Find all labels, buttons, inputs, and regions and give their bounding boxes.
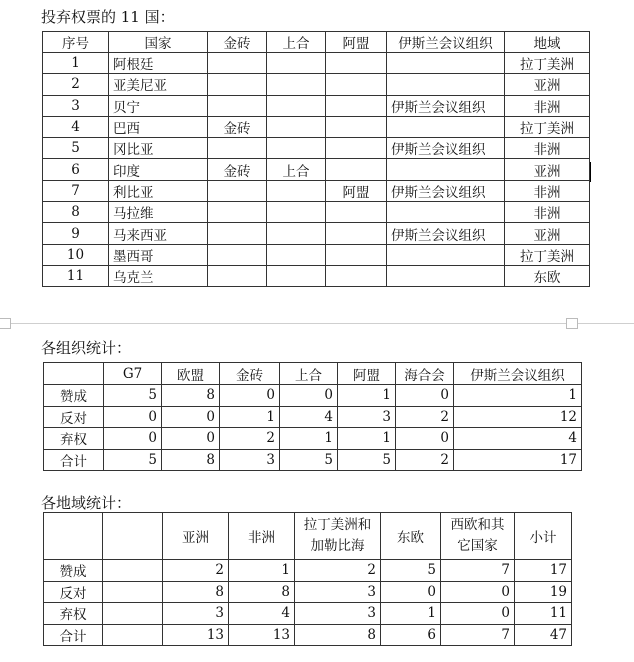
value-cell: 5 <box>104 449 162 471</box>
value-cell: 1 <box>220 406 280 428</box>
region-cell: 亚洲 <box>505 159 590 180</box>
header-western-europe <box>441 513 515 560</box>
table-header-row <box>44 363 582 385</box>
brics-cell <box>208 95 267 116</box>
value-cell: 0 <box>280 385 338 407</box>
row-label: 赞成 <box>44 560 103 582</box>
value-cell: 5 <box>280 449 338 471</box>
page-margin-marker-left <box>0 318 11 329</box>
region-cell: 非洲 <box>505 95 590 116</box>
oic-cell: 伊斯兰会议组织 <box>387 180 505 201</box>
value-cell: 6 <box>381 624 441 646</box>
header-asia: 亚洲 <box>163 513 229 560</box>
blank-header-cell <box>44 363 104 385</box>
value-cell: 7 <box>441 624 515 646</box>
country-name: 马拉维 <box>109 202 208 223</box>
table-row <box>44 624 572 646</box>
arab-league-cell <box>326 138 387 159</box>
brics-cell <box>208 138 267 159</box>
table-row <box>44 449 582 471</box>
abstain-countries-table <box>42 31 590 287</box>
country-name: 墨西哥 <box>109 244 208 265</box>
sco-cell <box>267 138 326 159</box>
row-number: 1 <box>43 53 109 74</box>
row-number: 10 <box>43 244 109 265</box>
value-cell: 4 <box>280 406 338 428</box>
column-header: G7 <box>104 363 162 385</box>
value-cell <box>103 581 163 603</box>
region-cell: 拉丁美洲 <box>505 244 590 265</box>
row-number: 4 <box>43 116 109 137</box>
header-western-europe-line2: 它国家 <box>457 538 498 554</box>
row-label: 弃权 <box>44 603 103 625</box>
brics-cell: 金砖 <box>208 159 267 180</box>
oic-cell <box>387 159 505 180</box>
row-number: 5 <box>43 138 109 159</box>
value-cell: 2 <box>220 428 280 450</box>
value-cell: 3 <box>220 449 280 471</box>
value-cell: 17 <box>454 449 582 471</box>
column-header: 海合会 <box>396 363 454 385</box>
value-cell: 7 <box>441 560 515 582</box>
header-latin-america <box>295 513 381 560</box>
value-cell: 2 <box>396 449 454 471</box>
sco-cell <box>267 95 326 116</box>
value-cell: 3 <box>163 603 229 625</box>
country-name: 印度 <box>109 159 208 180</box>
row-label: 反对 <box>44 581 103 603</box>
value-cell: 3 <box>295 581 381 603</box>
arab-league-cell <box>326 53 387 74</box>
value-cell: 0 <box>104 428 162 450</box>
page-break-line <box>0 323 634 324</box>
country-name: 乌克兰 <box>109 265 208 286</box>
table-row <box>43 265 590 286</box>
text-cursor <box>590 162 591 182</box>
region-cell: 拉丁美洲 <box>505 116 590 137</box>
brics-cell: 金砖 <box>208 116 267 137</box>
region-cell: 非洲 <box>505 202 590 223</box>
oic-cell <box>387 202 505 223</box>
row-label: 合计 <box>44 624 103 646</box>
arab-league-cell <box>326 265 387 286</box>
region-cell: 亚洲 <box>505 223 590 244</box>
blank-header-cell <box>103 513 163 560</box>
brics-cell <box>208 180 267 201</box>
sco-cell <box>267 223 326 244</box>
table-row <box>43 53 590 74</box>
row-number: 8 <box>43 202 109 223</box>
row-number: 3 <box>43 95 109 116</box>
region-stats-table <box>43 512 572 646</box>
column-header: 序号 <box>43 32 109 53</box>
value-cell: 12 <box>454 406 582 428</box>
column-header: 阿盟 <box>326 32 387 53</box>
table-row <box>44 603 572 625</box>
oic-cell: 伊斯兰会议组织 <box>387 223 505 244</box>
region-header-row <box>44 513 572 560</box>
table-row <box>43 159 590 180</box>
arab-league-cell <box>326 202 387 223</box>
region-cell: 非洲 <box>505 180 590 201</box>
table-row <box>43 244 590 265</box>
sco-cell <box>267 53 326 74</box>
value-cell: 0 <box>220 385 280 407</box>
value-cell: 3 <box>338 406 396 428</box>
column-header: 金砖 <box>208 32 267 53</box>
column-header: 阿盟 <box>338 363 396 385</box>
table-row <box>44 406 582 428</box>
region-cell: 亚洲 <box>505 74 590 95</box>
sco-cell <box>267 180 326 201</box>
row-number: 7 <box>43 180 109 201</box>
value-cell: 0 <box>441 603 515 625</box>
arab-league-cell: 阿盟 <box>326 180 387 201</box>
value-cell: 8 <box>162 449 220 471</box>
column-header: 上合 <box>267 32 326 53</box>
country-name: 巴西 <box>109 116 208 137</box>
header-africa: 非洲 <box>229 513 295 560</box>
value-cell: 11 <box>515 603 572 625</box>
arab-league-cell <box>326 95 387 116</box>
brics-cell <box>208 53 267 74</box>
sco-cell <box>267 74 326 95</box>
value-cell: 5 <box>338 449 396 471</box>
header-western-europe-line1: 西欧和其 <box>450 517 505 533</box>
row-label: 赞成 <box>44 385 104 407</box>
row-label: 弃权 <box>44 428 104 450</box>
column-header: 欧盟 <box>162 363 220 385</box>
table-row <box>44 428 582 450</box>
value-cell: 8 <box>162 385 220 407</box>
value-cell: 1 <box>381 603 441 625</box>
arab-league-cell <box>326 116 387 137</box>
table-row <box>43 138 590 159</box>
column-header: 伊斯兰会议组织 <box>387 32 505 53</box>
table-row <box>44 560 572 582</box>
value-cell: 0 <box>104 406 162 428</box>
region-cell: 拉丁美洲 <box>505 53 590 74</box>
column-header: 伊斯兰会议组织 <box>454 363 582 385</box>
value-cell: 19 <box>515 581 572 603</box>
value-cell: 2 <box>396 406 454 428</box>
sco-cell <box>267 116 326 137</box>
arab-league-cell <box>326 159 387 180</box>
value-cell: 17 <box>515 560 572 582</box>
column-header: 上合 <box>280 363 338 385</box>
oic-cell <box>387 74 505 95</box>
row-number: 6 <box>43 159 109 180</box>
sco-cell: 上合 <box>267 159 326 180</box>
table-row <box>43 202 590 223</box>
header-latin-america-line1: 拉丁美洲和 <box>303 517 372 533</box>
value-cell: 2 <box>163 560 229 582</box>
table-row <box>43 95 590 116</box>
country-name: 亚美尼亚 <box>109 74 208 95</box>
column-header: 地域 <box>505 32 590 53</box>
row-label: 合计 <box>44 449 104 471</box>
row-number: 2 <box>43 74 109 95</box>
region-cell: 非洲 <box>505 138 590 159</box>
value-cell: 1 <box>338 428 396 450</box>
value-cell: 5 <box>381 560 441 582</box>
value-cell <box>103 603 163 625</box>
oic-cell <box>387 53 505 74</box>
country-name: 马来西亚 <box>109 223 208 244</box>
table-row <box>44 581 572 603</box>
value-cell: 0 <box>396 385 454 407</box>
value-cell: 0 <box>396 428 454 450</box>
section2-title: 各组织统计： <box>41 339 132 357</box>
row-label: 反对 <box>44 406 104 428</box>
organization-stats-table <box>43 362 582 471</box>
value-cell: 13 <box>163 624 229 646</box>
value-cell <box>103 560 163 582</box>
value-cell: 1 <box>454 385 582 407</box>
value-cell: 1 <box>229 560 295 582</box>
oic-cell <box>387 116 505 137</box>
sco-cell <box>267 265 326 286</box>
table-row <box>43 180 590 201</box>
table-row <box>43 74 590 95</box>
value-cell: 3 <box>295 603 381 625</box>
value-cell <box>103 624 163 646</box>
table-row <box>43 116 590 137</box>
brics-cell <box>208 265 267 286</box>
country-name: 利比亚 <box>109 180 208 201</box>
country-name: 贝宁 <box>109 95 208 116</box>
value-cell: 0 <box>162 406 220 428</box>
value-cell: 8 <box>295 624 381 646</box>
arab-league-cell <box>326 74 387 95</box>
value-cell: 5 <box>104 385 162 407</box>
brics-cell <box>208 223 267 244</box>
column-header: 金砖 <box>220 363 280 385</box>
header-latin-america-line2: 加勒比海 <box>310 538 365 554</box>
region-cell: 东欧 <box>505 265 590 286</box>
oic-cell: 伊斯兰会议组织 <box>387 95 505 116</box>
header-subtotal: 小计 <box>515 513 572 560</box>
header-eastern-europe: 东欧 <box>381 513 441 560</box>
column-header: 国家 <box>109 32 208 53</box>
oic-cell <box>387 244 505 265</box>
value-cell: 0 <box>441 581 515 603</box>
country-name: 阿根廷 <box>109 53 208 74</box>
value-cell: 8 <box>163 581 229 603</box>
arab-league-cell <box>326 223 387 244</box>
value-cell: 1 <box>280 428 338 450</box>
value-cell: 0 <box>162 428 220 450</box>
section1-title: 投弃权票的 11 国： <box>41 8 175 26</box>
brics-cell <box>208 244 267 265</box>
arab-league-cell <box>326 244 387 265</box>
value-cell: 4 <box>229 603 295 625</box>
sco-cell <box>267 202 326 223</box>
sco-cell <box>267 244 326 265</box>
value-cell: 4 <box>454 428 582 450</box>
brics-cell <box>208 74 267 95</box>
row-number: 11 <box>43 265 109 286</box>
oic-cell: 伊斯兰会议组织 <box>387 138 505 159</box>
blank-header-cell <box>44 513 103 560</box>
value-cell: 1 <box>338 385 396 407</box>
page-margin-marker-right <box>566 318 578 329</box>
oic-cell <box>387 265 505 286</box>
table-header-row <box>43 32 590 53</box>
country-name: 冈比亚 <box>109 138 208 159</box>
table-row <box>44 385 582 407</box>
brics-cell <box>208 202 267 223</box>
value-cell: 47 <box>515 624 572 646</box>
row-number: 9 <box>43 223 109 244</box>
section3-title: 各地域统计： <box>41 494 132 512</box>
value-cell: 0 <box>381 581 441 603</box>
table-row <box>43 223 590 244</box>
value-cell: 8 <box>229 581 295 603</box>
value-cell: 2 <box>295 560 381 582</box>
value-cell: 13 <box>229 624 295 646</box>
